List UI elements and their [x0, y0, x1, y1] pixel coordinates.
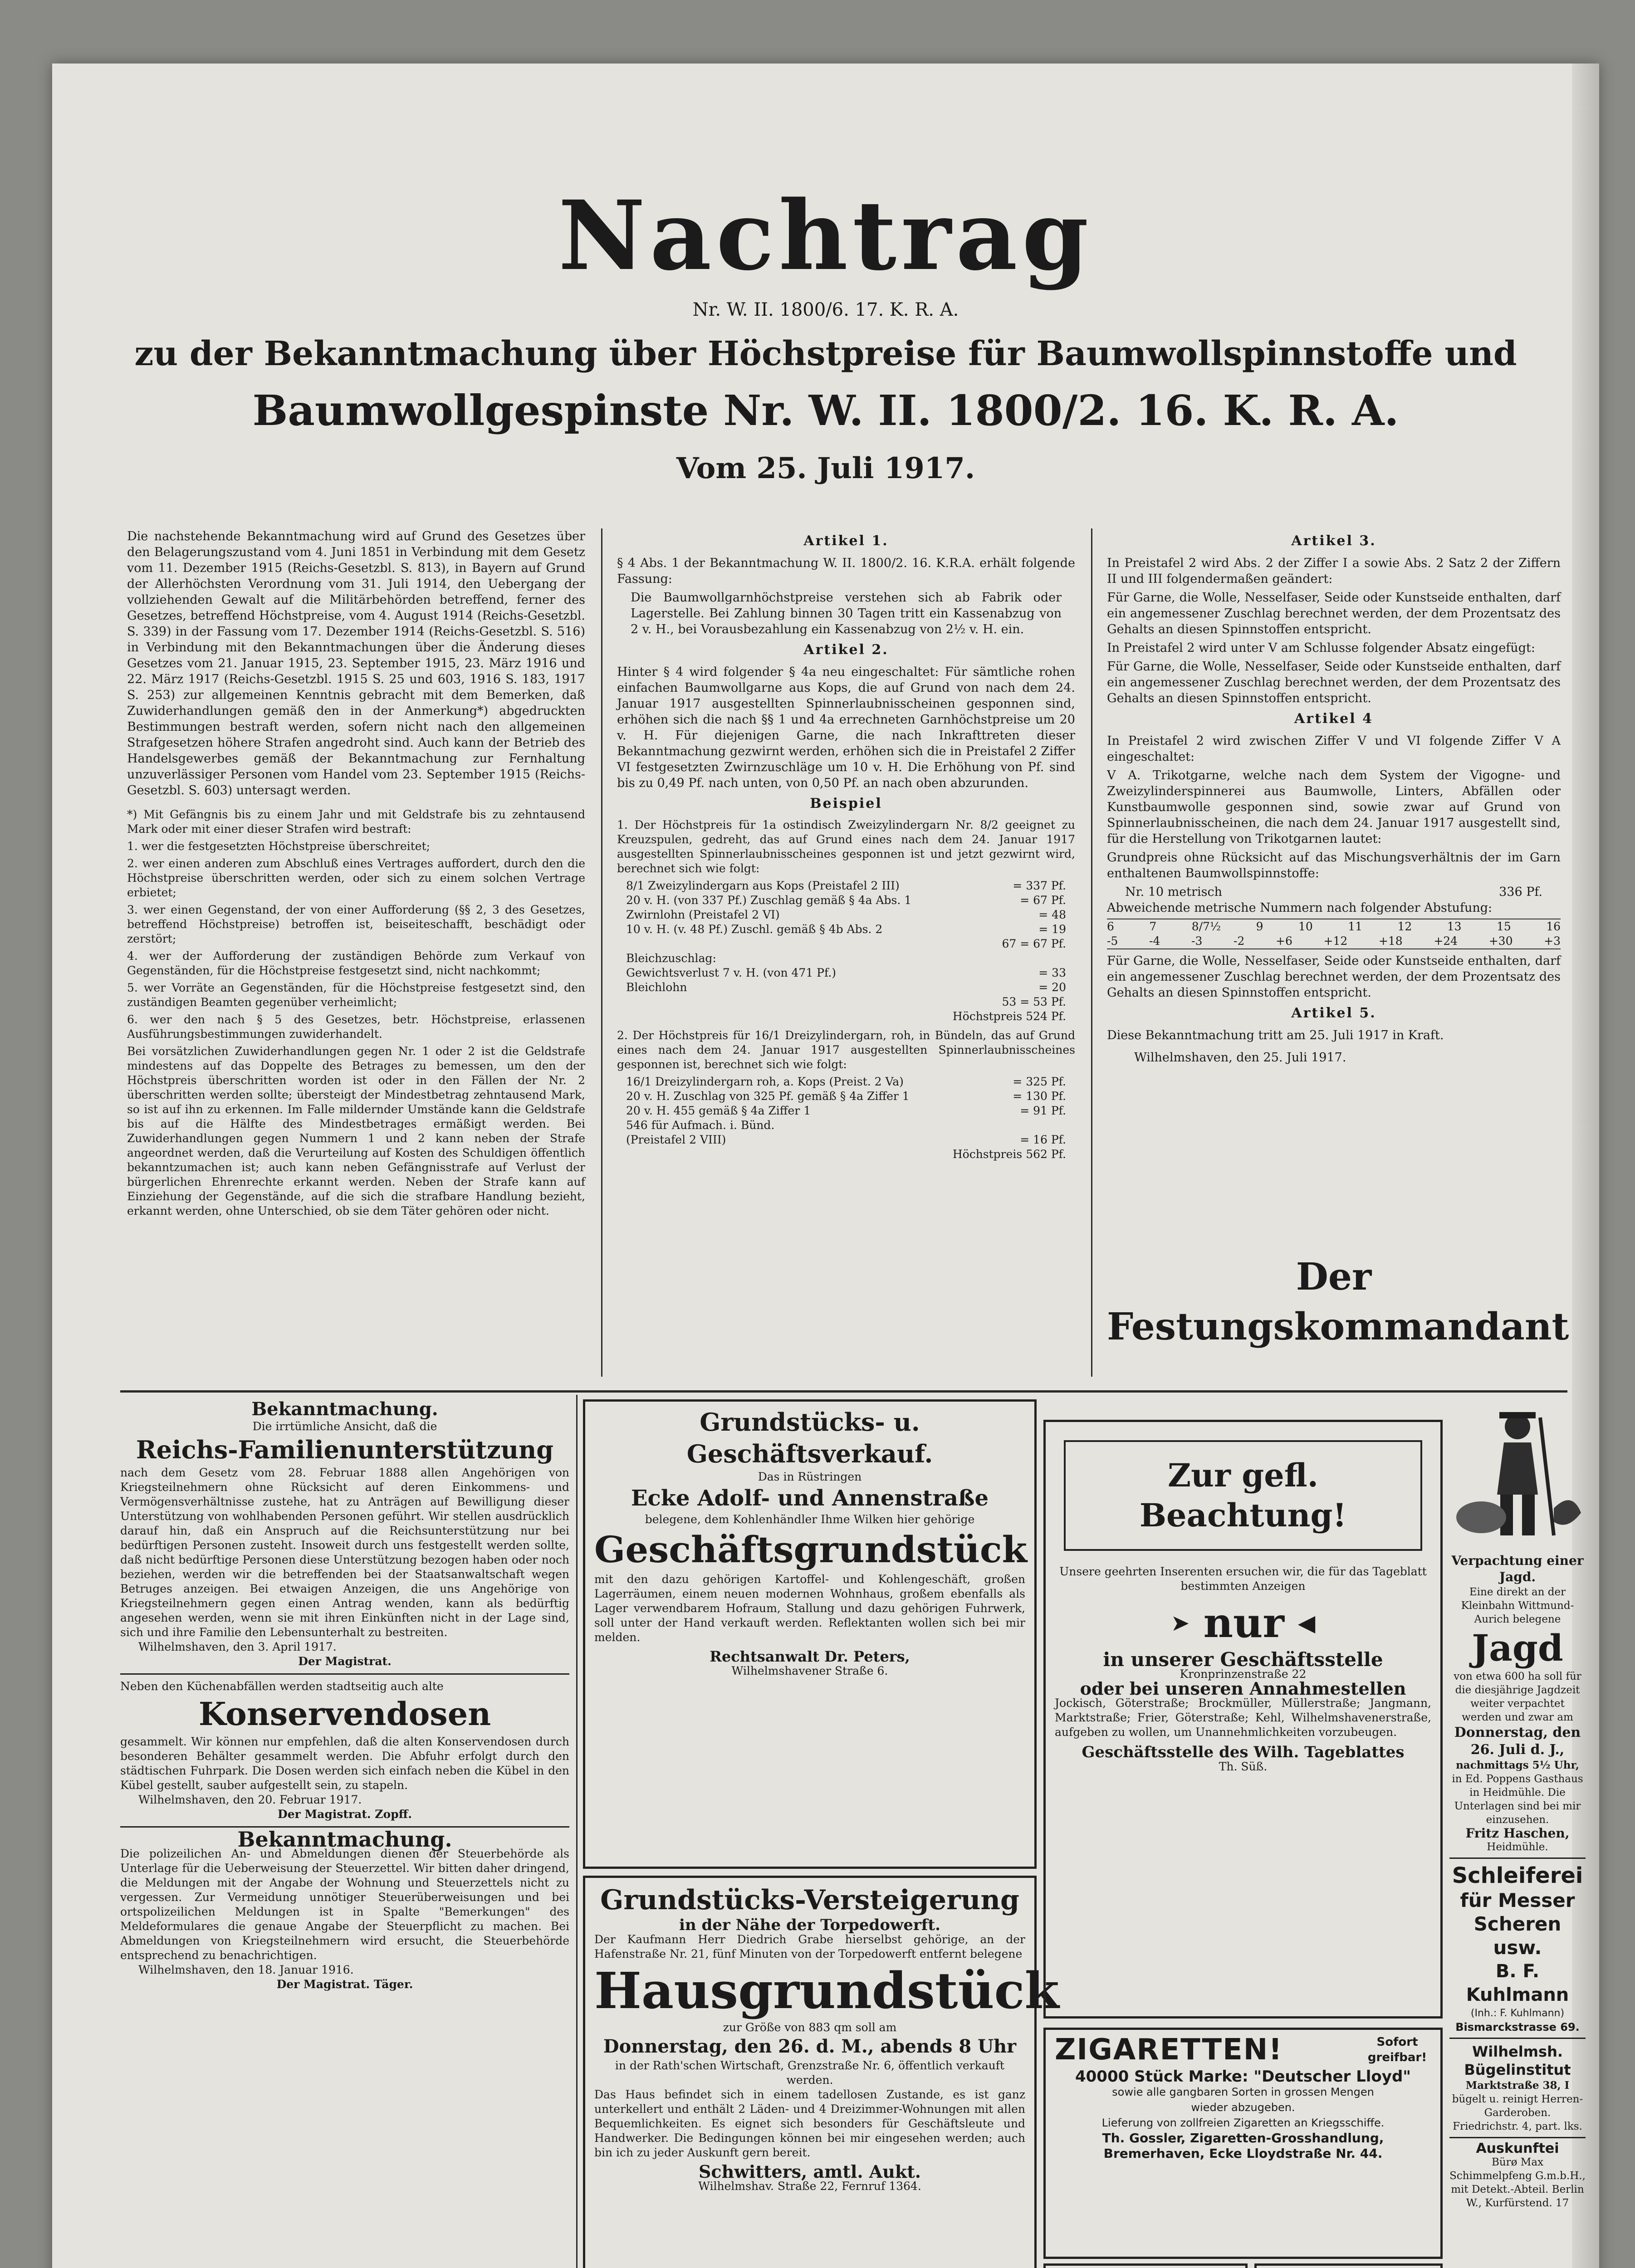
- article-3-paragraph: Für Garne, die Wolle, Nesselfaser, Seide oder Kunstseide enthalten, darf ein angemessener Zuschlag berechnet werden, der dem Prozentsatz des Gehalts an diesen Spinnstoffen entspricht.: [1107, 660, 1561, 705]
- article-4-abstufung: Abweichende metrische Nummern nach folgender Abstufung:: [1107, 901, 1493, 915]
- ad-subtitle: in der Nähe der Torpedowerft.: [679, 1916, 940, 1934]
- row-label: (Preistafel 2 VIII): [626, 1133, 726, 1146]
- table-row: [626, 951, 1066, 966]
- ad-big-title: Geschäftsgrundstück: [594, 1528, 1028, 1571]
- ad-text: Eine direkt an der Kleinbahn Wittmund-Aurich belegene: [1461, 1586, 1574, 1625]
- ad-cigarettes-content: [1055, 2034, 1431, 2161]
- footnote-item: 2. wer einen anderen zum Abschluß eines Vertrages auffordert, durch den die Höchstpreise überschritten werden, oder sich zu einem solchen Vertrage erbietet;: [127, 857, 585, 899]
- row-value: = 130 Pf.: [1013, 1090, 1066, 1103]
- row-label: Bleichlohn: [626, 981, 687, 994]
- article-4-text: In Preistafel 2 wird zwischen Ziffer V und VI folgende Ziffer V A eingeschaltet:: [1107, 734, 1561, 764]
- ad-name: Fritz Haschen,: [1465, 1826, 1570, 1841]
- table-row: [626, 893, 1066, 908]
- column-3: [1107, 528, 1561, 1068]
- table-cell: -2: [1234, 934, 1245, 948]
- signoff-date: Wilhelmshaven, den 25. Juli 1917.: [1134, 1051, 1346, 1065]
- ad-line: wieder abzugeben.: [1191, 2101, 1295, 2114]
- ad-signature: Rechtsanwalt Dr. Peters,: [710, 1648, 910, 1665]
- table-row: [626, 1075, 1066, 1089]
- table-row: [626, 995, 1066, 1009]
- footnote-item: 1. wer die festgesetzten Höchstpreise überschreitet;: [127, 840, 431, 853]
- ads-column-1: [120, 1399, 569, 1992]
- ad-text: Das Haus befindet sich in einem tadellosen Zustande, es ist ganz unterkellert und enthält 2 Läden- und 4 Dreizimmer-Wohnungen mit allen Bequemlichkeiten. Es eignet sich besonders für Geschäftsleute und Handwerker. Die Bedingungen können bei mir eingesehen werden; auch bin ich zu jeder Auskunft gern bereit.: [594, 2088, 1025, 2159]
- ad-nur: nur: [1203, 1599, 1284, 1647]
- ad-signature: Geschäftsstelle des Wilh. Tageblattes: [1082, 1743, 1405, 1761]
- ad-place: in unserer Geschäftsstelle: [1103, 1648, 1383, 1671]
- row-label: Bleichzuschlag:: [626, 952, 716, 965]
- table-row: [626, 937, 1066, 951]
- table-cell: 10: [1298, 920, 1313, 933]
- ad-title: Konservendosen: [198, 1695, 491, 1733]
- ad-date: Donnerstag, den 26. Juli d. J.,: [1454, 1725, 1581, 1758]
- table-cell: 15: [1496, 920, 1511, 933]
- ad-text: Der Kaufmann Herr Diedrich Grabe hierselbst gehörige, an der Hafenstraße Nr. 21, fünf Minuten von der Torpedowerft entfernt belegene: [594, 1933, 1025, 1960]
- newspaper-page: [52, 64, 1599, 2268]
- article-1-title: Artikel 1.: [803, 533, 889, 549]
- table-row: [626, 1089, 1066, 1104]
- ad-line: Schleiferei: [1452, 1863, 1583, 1888]
- row-label: 20 v. H. (von 337 Pf.) Zuschlag gemäß § 4a Abs. 1: [626, 894, 912, 907]
- table-cell: +30: [1488, 934, 1513, 948]
- column-divider: [576, 1395, 578, 2268]
- example-title: Beispiel: [810, 796, 882, 811]
- ad-street: Ecke Adolf- und Annenstraße: [631, 1486, 989, 1511]
- ad-big-title: Hausgrundstück: [594, 1961, 1059, 2020]
- ad-authority: Der Magistrat. Täger.: [276, 1978, 413, 1991]
- publication-date: Vom 25. Juli 1917.: [676, 451, 975, 485]
- article-1-text: § 4 Abs. 1 der Bekanntmachung W. II. 1800/2. 16. K.R.A. erhält folgende Fassung:: [617, 556, 1075, 586]
- table-cell: 13: [1447, 920, 1462, 933]
- ad-intro: Neben den Küchenabfällen werden stadtseitig auch alte: [120, 1680, 444, 1693]
- row-value: = 16 Pf.: [1020, 1133, 1066, 1146]
- ad-text: Die polizeilichen An- und Abmeldungen dienen der Steuerbehörde als Unterlage für die Ueberweisung der Steuerzettel. Wir bitten daher dringend, die Meldungen mit der Angabe der Wohnung und Steuerzettels nicht zu vergessen. Zur Vermeidung unnötiger Steuerüberweisungen und bei ortspolizeilichen Meldungen ist in Spalte "Bemerkungen" des Meldeformulares die genaue Angabe der Steuerpflicht zu machen. Bei Abmeldungen von Kriegsteilnehmern wird ersucht, die Steuerbehörde entsprechend zu benachrichtigen.: [120, 1847, 569, 1962]
- subtitle-line-2: Baumwollgespinste Nr. W. II. 1800/2. 16. K. R. A.: [252, 386, 1399, 435]
- column-divider: [601, 528, 602, 1377]
- ad-desc: belegene, dem Kohlenhändler Ihme Wilken hier gehörige: [645, 1513, 975, 1526]
- row-value: = 91 Pf.: [1020, 1104, 1066, 1117]
- ad-line: (Inh.: F. Kuhlmann): [1470, 2008, 1565, 2019]
- ad-auction-content: [594, 1882, 1059, 2194]
- ad-address: Kronprinzenstraße 22: [1180, 1667, 1307, 1681]
- ad-name: Friedrichstr. 4, part. lks.: [1453, 2121, 1582, 2132]
- ad-line: Lieferung von zollfreien Zigaretten an Kriegsschiffe.: [1101, 2116, 1385, 2129]
- ad-title: Reichs-Familienunterstützung: [136, 1435, 554, 1464]
- ad-title: Grundstücks-Versteigerung: [600, 1884, 1019, 1916]
- ad-time: nachmittags 5½ Uhr,: [1456, 1759, 1579, 1771]
- column-1: [127, 528, 585, 1221]
- ad-intro: Die irrtümliche Ansicht, daß die: [252, 1420, 437, 1433]
- example-1-text: 1. Der Höchstpreis für 1a ostindisch Zweizylindergarn Nr. 8/2 geeignet zu Kreuzspulen, gedreht, das auf Grund eines nach dem 24. Januar 1917 ausgestellten Spinnerlaubnisscheines gesponnen ist und jetzt gezwirnt wird, berechnet sich wie folgt:: [617, 818, 1075, 875]
- table-cell: +18: [1378, 934, 1403, 948]
- table-cell: -4: [1149, 934, 1160, 948]
- ad-text: mit den dazu gehörigen Kartoffel- und Kohlengeschäft, großen Lagerräumen, einem neuen modernen Wohnhaus, großem ebenfalls als Lager verwendbarem Hofraum, Stallung und dazu gehörigen Fuhrwerk, soll unter der Hand verkauft werden. Reflektanten wollen sich bei mir melden.: [594, 1573, 1025, 1644]
- article-3-text: In Preistafel 2 wird Abs. 2 der Ziffer I a sowie Abs. 2 Satz 2 der Ziffern II und III folgendermaßen geändert:: [1107, 556, 1561, 586]
- ad-authority: Der Magistrat. Zopff.: [278, 1808, 412, 1821]
- ad-line: Th. Gossler, Zigaretten-Grosshandlung,: [1102, 2131, 1384, 2146]
- column-2: [617, 528, 1075, 1162]
- ad-sharpening: [1449, 1862, 1586, 2034]
- article-3-paragraph: In Preistafel 2 wird unter V am Schlusse folgender Absatz eingefügt:: [1107, 641, 1535, 655]
- footnote-item: 3. wer einen Gegenstand, der von einer Aufforderung (§§ 2, 3 des Gesetzes, betreffend Höchstpreise) betroffen ist, beiseiteschafft, beschädigt oder zerstört;: [127, 903, 585, 945]
- hunter-illustration-icon: [1449, 1399, 1586, 1549]
- table-cell: 16: [1546, 920, 1561, 933]
- authority-signature: Der Festungskommandant: [1107, 1255, 1569, 1349]
- ad-line: B. F. Kuhlmann: [1466, 1961, 1569, 2005]
- row-label: 8/1 Zweizylindergarn aus Kops (Preistafel 2 III): [626, 879, 900, 892]
- intro-paragraph: Die nachstehende Bekanntmachung wird auf Grund des Gesetzes über den Belagerungszustand vom 4. Juni 1851 in Verbindung mit dem Gesetz vom 11. Dezember 1915 (Reichs-Gesetzbl. S. 813), in Bayern auf Grund der Allerhöchsten Verordnung vom 31. Juli 1914, den Uebergang der vollziehenden Gewalt auf die Militärbehörden betreffend, ferner des Gesetzes, betreffend Höchstpreise, vom 4. August 1914 (Reichs-Gesetzbl. S. 339) in der Fassung vom 17. Dezember 1914 (Reichs-Gesetzbl. S. 516) in Verbindung mit den Bekanntmachungen über die Änderung dieses Gesetzes vom 21. Januar 1915, 23. September 1915, 23. März 1916 und 22. März 1917 (Reichs-Gesetzbl. 1915 S. 25 und 603, 1916 S. 183, 1917 S. 253) zur allgemeinen Kenntnis gebracht mit dem Bemerken, daß Zuwiderhandlungen gemäß den in der Anmerkung*) abgedruckten Bestimmungen bestraft werden, sofern nicht nach den allgemeinen Strafgesetzen höhere Strafen angedroht sind. Auch kann der Betrieb des Handelsgewerbes gemäß der Bekanntmachung zur Fernhaltung unzuverlässiger Personen vom Handel vom 23. September 1915 (Reichs-Gesetzbl. S. 603) untersagt werden.: [127, 529, 585, 797]
- abstufung-table: [1107, 919, 1561, 949]
- ad-text: in Ed. Poppens Gasthaus in Heidmühle. Die Unterlagen sind bei mir einzusehen.: [1452, 1773, 1583, 1826]
- table-row: [626, 1147, 1066, 1162]
- table-cell: +3: [1544, 934, 1561, 948]
- ad-authority: Der Magistrat.: [298, 1655, 392, 1668]
- example-2-text: 2. Der Höchstpreis für 16/1 Dreizylindergarn, roh, in Bündeln, das auf Grund eines nach dem 24. Januar 1917 ausgestellten Spinnerlaubnisscheines gesponnen ist, berechnet sich wie folgt:: [617, 1029, 1075, 1071]
- article-4-va: V A. Trikotgarne, welche nach dem System der Vigogne- und Zweizylinderspinnerei aus Baumwolle, Linters, Abfällen oder Kunstbaumwolle gesponnen sind, sowie zwar auf Grund von Spinnerlaubnisscheinen, die nach dem 24. Januar 1917 ausgestellt sind, für die Herstellung von Trikotgarnen lautet:: [1107, 768, 1561, 846]
- row-label: 20 v. H. Zuschlag von 325 Pf. gemäß § 4a Ziffer 1: [626, 1090, 910, 1103]
- ad-title: Grundstücks- u. Geschäftsverkauf.: [686, 1408, 933, 1468]
- ad-box-auto: [1254, 2263, 1443, 2268]
- ad-text: Unsere geehrten Inserenten ersuchen wir, die für das Tageblatt bestimmten Anzeigen: [1059, 1565, 1427, 1593]
- ad-date: Wilhelmshaven, den 20. Februar 1917.: [138, 1793, 362, 1806]
- row-value: 67 = 67 Pf.: [1002, 937, 1066, 950]
- table-row: [1107, 934, 1561, 948]
- article-3-paragraph: Für Garne, die Wolle, Nesselfaser, Seide oder Kunstseide enthalten, darf ein angemessener Zuschlag berechnet werden, der dem Prozentsatz des Gehalts an diesen Spinnstoffen entspricht.: [1107, 591, 1561, 636]
- ad-address: Wilhelmshav. Straße 22, Fernruf 1364.: [698, 2180, 921, 2193]
- row-value: = 48: [1038, 908, 1066, 921]
- table-cell: 8/7½: [1191, 920, 1221, 933]
- row-value: = 20: [1038, 981, 1066, 994]
- grundpreis-row: [1107, 884, 1561, 900]
- ad-text: bügelt u. reinigt Herren-Garderoben.: [1452, 2093, 1583, 2119]
- table-row: [626, 1118, 1066, 1133]
- arrow-left-icon: ◀: [1297, 1610, 1316, 1636]
- table-row: [1107, 919, 1561, 934]
- ad-head: Bekanntmachung.: [251, 1398, 438, 1420]
- table-cell: 6: [1107, 920, 1114, 933]
- table-cell: -5: [1107, 934, 1118, 948]
- ad-title: Verpachtung einer Jagd.: [1451, 1553, 1584, 1584]
- row-value: = 67 Pf.: [1020, 894, 1066, 907]
- article-4-grundpreis: Grundpreis ohne Rücksicht auf das Mischungsverhältnis der im Garn enthaltenen Baumwollspinnstoffe:: [1107, 850, 1561, 880]
- table-cell: +24: [1434, 934, 1458, 948]
- row-value: = 337 Pf.: [1013, 879, 1066, 892]
- table-cell: +12: [1323, 934, 1348, 948]
- ad-line: für Messer: [1460, 1889, 1575, 1911]
- row-value: = 325 Pf.: [1013, 1075, 1066, 1088]
- ad-line: sowie alle gangbaren Sorten in grossen Mengen: [1112, 2086, 1374, 2098]
- column-divider: [1091, 528, 1092, 1377]
- ad-big-title: Jagd: [1472, 1627, 1563, 1669]
- page-title: Nachtrag: [558, 180, 1093, 292]
- ad-line: 40000 Stück Marke: "Deutscher Lloyd": [1075, 2068, 1411, 2086]
- footnote-item: 6. wer den nach § 5 des Gesetzes, betr. Höchstpreise, erlassenen Ausführungsbestimmungen zuwiderhandelt.: [127, 1013, 585, 1041]
- ads-column-4: [1449, 1399, 1586, 2210]
- table-row: [626, 879, 1066, 893]
- table-cell: 9: [1256, 920, 1263, 933]
- footnote-intro: *) Mit Gefängnis bis zu einem Jahr und mit Geldstrafe bis zu zehntausend Mark oder mit einer dieser Strafen wird bestraft:: [127, 808, 585, 836]
- row-value: 53 = 53 Pf.: [1002, 995, 1066, 1008]
- article-4-title: Artikel 4: [1294, 711, 1373, 727]
- row-value: Höchstpreis 562 Pf.: [952, 1148, 1066, 1161]
- article-2-title: Artikel 2.: [803, 642, 889, 658]
- article-3-title: Artikel 3.: [1291, 533, 1376, 549]
- table-row: [626, 1009, 1066, 1024]
- row-label: 16/1 Dreizylindergarn roh, a. Kops (Preist. 2 Va): [626, 1075, 904, 1088]
- ad-head: Bekanntmachung.: [237, 1827, 452, 1852]
- ad-text: gesammelt. Wir können nur empfehlen, daß die alten Konservendosen durch besonderen Behälter gesammelt werden. Die Abfuhr erfolgt durch den städtischen Fuhrpark. Die Dosen werden sich einfach neben die Kübel in den Kübel gestellt, sauber aufgestellt sein, zu stapeln.: [120, 1735, 569, 1792]
- row-label: Gewichtsverlust 7 v. H. (von 471 Pf.): [626, 966, 837, 979]
- footnote-item: 5. wer Vorräte an Gegenständen, für die Höchstpreise festgesetzt sind, den zuständigen Beamten gegenüber verheimlicht;: [127, 981, 585, 1009]
- ad-line: Bremerhaven, Ecke Lloydstraße Nr. 44.: [1103, 2146, 1383, 2161]
- row-label: Zwirnlohn (Preistafel 2 VI): [626, 908, 780, 921]
- table-cell: 7: [1149, 920, 1157, 933]
- ad-title: Zur gefl. Beachtung!: [1064, 1440, 1422, 1551]
- ad-date: Donnerstag, den 26. d. M., abends 8 Uhr: [603, 2036, 1017, 2057]
- ad-text: Bürø Max Schimmelpfeng G.m.b.H., mit Detekt.-Abteil. Berlin W., Kurfürstend. 17: [1449, 2156, 1586, 2209]
- ad-sale-content: [594, 1406, 1028, 1678]
- ad-side: Sofort greifbar!: [1367, 2035, 1427, 2064]
- ad-location: Das in Rüstringen: [758, 1470, 862, 1483]
- ad-line: Scheren usw.: [1473, 1913, 1562, 1959]
- row-label: 546 für Aufmach. i. Bünd.: [626, 1119, 775, 1132]
- ad-place: Heidmühle.: [1487, 1841, 1548, 1853]
- ad-date: Wilhelmshaven, den 3. April 1917.: [138, 1640, 337, 1653]
- ad-box-postcards: [1043, 2263, 1248, 2268]
- row-label: 20 v. H. 455 gemäß § 4a Ziffer 1: [626, 1104, 811, 1117]
- example-2-table: [617, 1075, 1075, 1162]
- ad-notice-content: [1055, 1427, 1431, 1774]
- article-5-text: Diese Bekanntmachung tritt am 25. Juli 1917 in Kraft.: [1107, 1028, 1444, 1042]
- ad-list: Jockisch, Göterstraße; Brockmüller, Müllerstraße; Jangmann, Marktstraße; Frier, Göterstraße; Kehl, Wilhelmshavenerstraße, aufgeben zu wollen, um Unannehmlichkeiten vorzubeugen.: [1055, 1696, 1431, 1739]
- row-value: = 33: [1038, 966, 1066, 979]
- row-value: = 19: [1038, 923, 1066, 936]
- ad-line: Bismarckstrasse 69.: [1455, 2021, 1580, 2033]
- footnote-item: 4. wer der Aufforderung der zuständigen Behörde zum Verkauf von Gegenständen, für die Höchstpreise festgesetzt sind, nicht nachkommt;: [127, 949, 585, 977]
- ad-name: Th. Süß.: [1219, 1760, 1268, 1773]
- table-cell: +6: [1276, 934, 1292, 948]
- ad-address: Wilhelmshavener Straße 6.: [731, 1664, 888, 1677]
- example-1-table: [617, 879, 1075, 1024]
- table-cell: -3: [1191, 934, 1203, 948]
- ad-section-separator: [120, 1390, 1567, 1393]
- arrow-right-icon: ➤: [1170, 1610, 1190, 1636]
- table-row: [626, 980, 1066, 995]
- article-4-paragraph: Für Garne, die Wolle, Nesselfaser, Seide oder Kunstseide enthalten, darf ein angemessener Zuschlag berechnet werden, der dem Prozentsatz des Gehalts an diesen Spinnstoffen entspricht.: [1107, 954, 1561, 1000]
- table-row: [626, 908, 1066, 922]
- ad-title: ZIGARETTEN!: [1055, 2033, 1283, 2067]
- ad-date: Wilhelmshaven, den 18. Januar 1916.: [138, 1963, 354, 1976]
- footnote-rest: Bei vorsätzlichen Zuwiderhandlungen gegen Nr. 1 oder 2 ist die Geldstrafe mindestens auf das Doppelte des Betrages zu bemessen, um den der Höchstpreis überschritten worden ist oder in den Fällen der Nr. 2 überschritten werden sollte; übersteigt der Mindestbetrag zehntausend Mark, so ist auf ihn zu erkennen. Im Falle mildernder Umstände kann die Geldstrafe bis auf die Hälfte des Mindestbetrages ermäßigt werden. Bei Zuwiderhandlungen gegen Nummern 1 und 2 kann neben der Strafe angeordnet werden, daß die Verurteilung auf Kosten des Schuldigen öffentlich bekanntzumachen ist; auch kann neben Gefängnisstrafe auf Verlust der bürgerlichen Ehrenrechte erkannt werden. Neben der Strafe kann auf Einziehung der Gegenstände, auf die sich die strafbare Handlung bezieht, erkannt werden, ohne Unterschied, ob sie dem Täter gehören oder nicht.: [127, 1045, 585, 1217]
- ad-text: nach dem Gesetz vom 28. Februar 1888 allen Angehörigen von Kriegsteilnehmern ohne Rücksicht auf deren Einkommens- und Vermögensverhältnisse zustehe, hat zu Anträgen auf Bewilligung dieser Unterstützung von wohlhabenden Personen geführt. Wir stellen ausdrücklich darauf hin, daß ein Anspruch auf die Reichsunterstützung nur bei bedürftigen Personen zusteht. Insoweit durch uns festgestellt werden sollte, daß nicht bedürftige Personen diese Unterstützung bezogen haben oder noch beziehen, werden wir die betreffenden bei der Staatsanwaltschaft wegen Betruges anzeigen. Bei etwaigen Anzeigen, die uns Angehörige von Kriegsteilnehmern gegen einen Antrag wenden, kann als bedürftig angesehen werden, wenn sie mit ihren Einkünften nicht in der Lage sind, sich und ihre Familie den Lebensunterhalt zu bestreiten.: [120, 1466, 569, 1639]
- subtitle-line-1: zu der Bekanntmachung über Höchstpreise für Baumwollspinnstoffe und: [134, 334, 1517, 373]
- table-row: [626, 1133, 1066, 1147]
- ad-title: Wilhelmsh. Bügelinstitut: [1464, 2043, 1571, 2078]
- ad-address: Marktstraße 38, I: [1465, 2079, 1570, 2092]
- ad-size: zur Größe von 883 qm soll am: [723, 2021, 897, 2034]
- ad-title: Auskunftei: [1476, 2141, 1559, 2156]
- article-2-text: Hinter § 4 wird folgender § 4a neu eingeschaltet: Für sämtliche rohen einfachen Baumwollgarne aus Kops, die auf Grund von nach dem 24. Januar 1917 ausgestellten Spinnerlaubnisscheinen gesponnen sind, erhöhen sich die nach §§ 1 und 4a errechneten Garnhöchstpreise um 20 v. H. Für diejenigen Garne, die nach Inkrafttreten dieser Bekanntmachung gezwirnt werden, erhöhen sich die in Preistafel 2 Ziffer VI festgesetzten Zwirnzuschläge um 10 v. H. Die Erhöhung von Pf. sind bis zu 0,49 Pf. nach unten, von 0,50 Pf. an nach oben abzurunden.: [617, 665, 1075, 790]
- table-row: [1125, 884, 1542, 900]
- row-value: Höchstpreis 524 Pf.: [952, 1010, 1066, 1023]
- article-5-title: Artikel 5.: [1291, 1005, 1376, 1021]
- row-value: 336 Pf.: [1499, 885, 1542, 899]
- table-row: [626, 1104, 1066, 1118]
- ad-or: oder bei unseren Annahmestellen: [1080, 1678, 1406, 1699]
- table-cell: 11: [1348, 920, 1362, 933]
- ad-text: von etwa 600 ha soll für die diesjährige Jagdzeit weiter verpachtet werden und zwar am: [1454, 1671, 1581, 1723]
- reference-number: Nr. W. II. 1800/6. 17. K. R. A.: [692, 299, 959, 320]
- table-row: [626, 966, 1066, 980]
- ad-signature: Schwitters, amtl. Aukt.: [698, 2161, 921, 2182]
- row-label: 10 v. H. (v. 48 Pf.) Zuschl. gemäß § 4b Abs. 2: [626, 923, 883, 936]
- ad-place: in der Rath'schen Wirtschaft, Grenzstraße Nr. 6, öffentlich verkauft werden.: [615, 2059, 1005, 2087]
- row-label: Nr. 10 metrisch: [1125, 885, 1223, 899]
- table-cell: 12: [1397, 920, 1412, 933]
- article-1-quote: Die Baumwollgarnhöchstpreise verstehen sich ab Fabrik oder Lagerstelle. Bei Zahlung binnen 30 Tagen tritt ein Kassenabzug von 2 v. H., bei Vorausbezahlung ein Kassenabzug von 2½ v. H. ein.: [631, 591, 1062, 636]
- table-row: [626, 922, 1066, 937]
